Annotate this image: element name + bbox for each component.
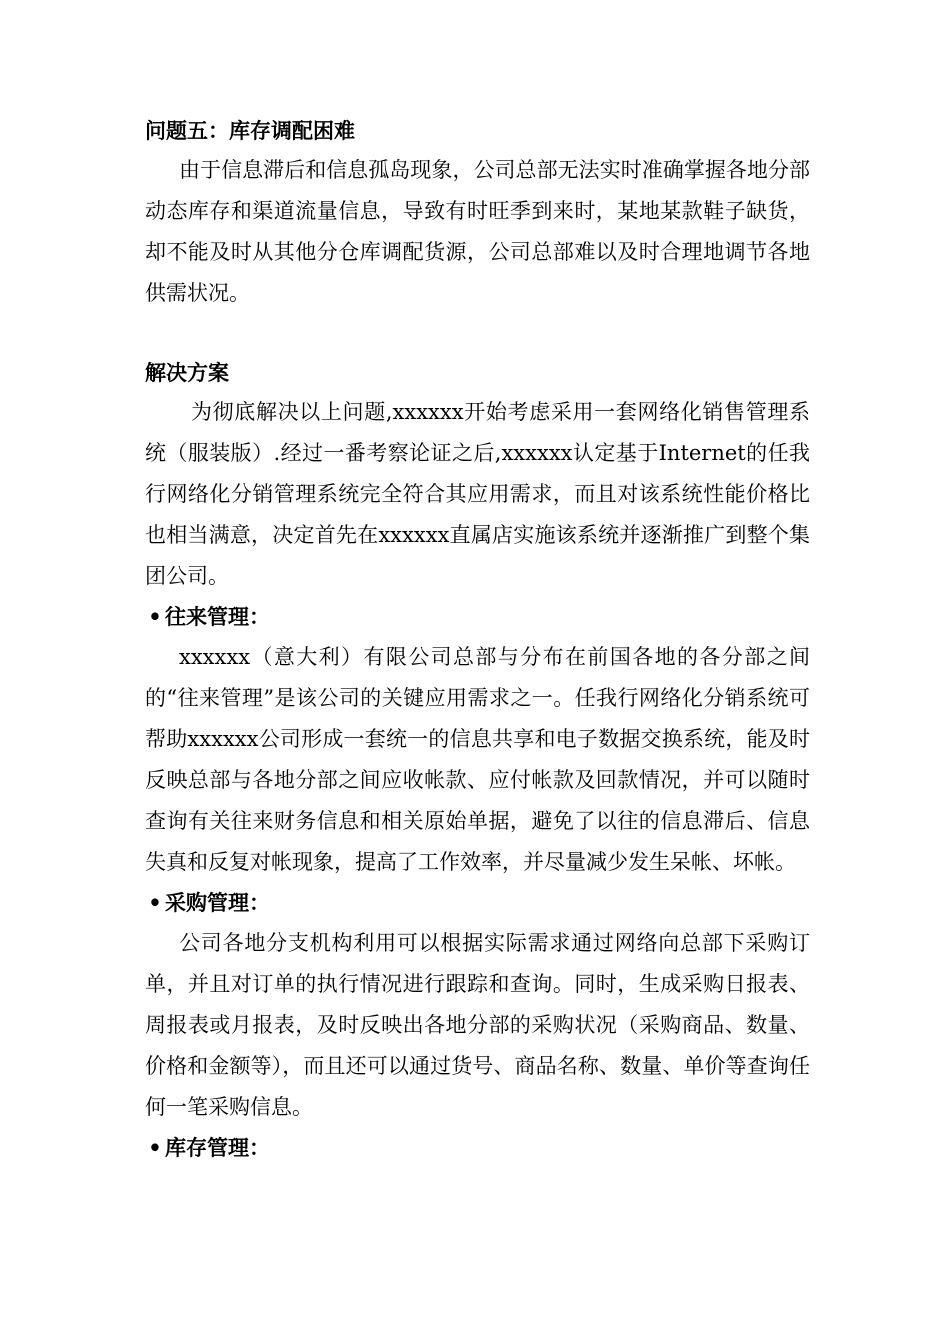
bullet-dot: • [148, 604, 162, 629]
bullet-title: 往来管理： [165, 604, 270, 629]
paragraph-spacer [145, 314, 810, 354]
document-page [145, 112, 810, 1168]
bullet-heading-accounts [145, 597, 810, 637]
bullet-body-purchasing: 公司各地分支机构利用可以根据实际需求通过网络向总部下采购订单，并且对订单的执行情况进行跟踪和查询。同时，生成采购日报表、周报表或月报表，及时反映出各地分部的采购状况（采购商品、数量、价格和金额等），而且还可以通过货号、商品名称、数量、单价等查询任何一笔采购信息。 [145, 931, 810, 1119]
bullet-title: 采购管理： [165, 890, 270, 915]
section-heading-solution: 解决方案 [145, 360, 229, 385]
section-heading-inventory-allocation: 问题五：库存调配困难 [145, 118, 355, 143]
bullet-title: 库存管理： [165, 1135, 270, 1160]
bullet-dot: • [148, 890, 162, 915]
bullet-heading-purchasing [145, 883, 810, 923]
bullet-heading-inventory [145, 1128, 810, 1168]
bullet-dot: • [148, 1135, 162, 1160]
bullet-body-accounts: xxxxxx（意大利）有限公司总部与分布在前国各地的各分部之间的“往来管理”是该公司的关键应用需求之一。任我行网络化分销系统可帮助xxxxxx公司形成一套统一的信息共享和电子数据交换系统，能及时反映总部与各地分部之间应收帐款、应付帐款及回款情况，并可以随时查询有关往来财务信息和相关原始单据，避免了以往的信息滞后、信息失真和反复对帐现象，提高了工作效率，并尽量减少发生呆帐、坏帐。 [145, 645, 810, 874]
section-body-solution: 为彻底解决以上问题,xxxxxx开始考虑采用一套网络化销售管理系统（服装版）.经过一番考察论证之后,xxxxxx认定基于Internet的任我行网络化分销管理系统完全符合其应用需求，而且对该系统性能价格比也相当满意，决定首先在xxxxxx直属店实施该系统并逐渐推广到整个集团公司。 [145, 400, 810, 588]
section-body-inventory-allocation: 由于信息滞后和信息孤岛现象，公司总部无法实时准确掌握各地分部动态库存和渠道流量信息，导致有时旺季到来时，某地某款鞋子缺货，却不能及时从其他分仓库调配货源，公司总部难以及时合理地调节各地供需状况。 [145, 158, 810, 305]
